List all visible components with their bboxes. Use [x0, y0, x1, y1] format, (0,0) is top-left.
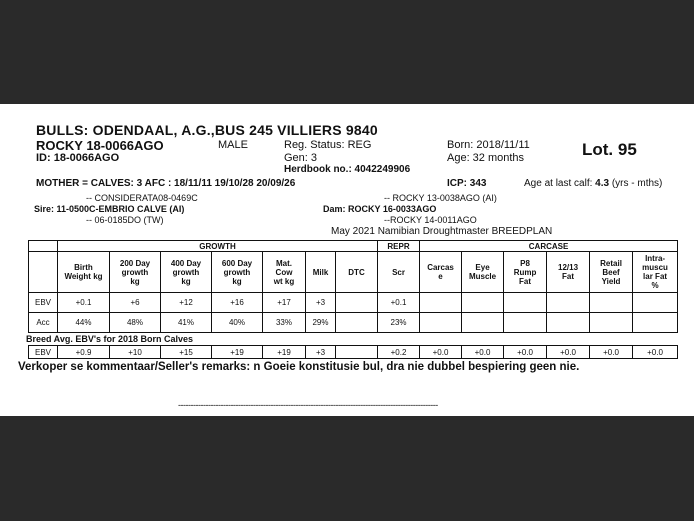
age-last-calf-label: Age at last calf:: [524, 178, 596, 189]
herdbook-number: Herdbook no.: 4042249906: [284, 164, 411, 175]
sire-dam: -- 06-0185DO (TW): [86, 215, 164, 225]
cell: +0.2: [378, 346, 420, 359]
animal-sex: MALE: [218, 139, 248, 151]
seller-title: BULLS: ODENDAAL, A.G.,BUS 245 VILLIERS 9840: [36, 122, 378, 138]
row-label: EBV: [29, 293, 58, 313]
cell: [420, 313, 462, 333]
col-eye-muscle: Eye Muscle: [462, 252, 504, 293]
dam-sire: -- ROCKY 13-0038AGO (AI): [384, 193, 497, 203]
cell: [462, 293, 504, 313]
dam-dam: --ROCKY 14-0011AGO: [384, 215, 477, 225]
cell: [504, 293, 547, 313]
lot-card: [0, 104, 694, 416]
cell: +0.9: [58, 346, 110, 359]
seller-remarks: Verkoper se kommentaar/Seller's remarks: n Goeie konstitusie bul, dra nie dubbel bespiering geen nie.: [18, 361, 580, 373]
cell: 40%: [212, 313, 263, 333]
cell: [590, 293, 633, 313]
breed-avg-table: [28, 345, 678, 359]
col-dtc: DTC: [336, 252, 378, 293]
col-intramuscular-fat: Intra-muscu lar Fat %: [633, 252, 678, 293]
cell: 29%: [306, 313, 336, 333]
cell: +12: [161, 293, 212, 313]
cell: 44%: [58, 313, 110, 333]
cell: [336, 313, 378, 333]
cell: [547, 293, 590, 313]
table-row: [29, 293, 678, 313]
animal-name: ROCKY 18-0066AGO: [36, 138, 164, 153]
breedplan-label: May 2021 Namibian Droughtmaster BREEDPLAN: [331, 226, 553, 237]
cell: +0.0: [590, 346, 633, 359]
col-400-day: 400 Day growth kg: [161, 252, 212, 293]
mother-calves: MOTHER = CALVES: 3 AFC : 18/11/11 19/10/28 20/09/26: [36, 178, 296, 189]
col-12-13-fat: 12/13 Fat: [547, 252, 590, 293]
sire-sire: -- CONSIDERATA08-0469C: [86, 193, 198, 203]
born-date: Born: 2018/11/11: [447, 139, 530, 151]
cell: +10: [110, 346, 161, 359]
age-last-calf-unit: (yrs - mths): [609, 178, 663, 189]
group-repr: REPR: [378, 241, 420, 252]
cell: +16: [212, 293, 263, 313]
cell: +0.0: [547, 346, 590, 359]
animal-id: ID: 18-0066AGO: [36, 152, 120, 164]
age-last-calf-value: 4.3: [595, 178, 610, 189]
row-label: Acc: [29, 313, 58, 333]
col-milk: Milk: [306, 252, 336, 293]
sire: Sire: 11-0500C-EMBRIO CALVE (AI): [34, 204, 185, 214]
row-label: EBV: [29, 346, 58, 359]
col-mat-cow-wt: Mat. Cow wt kg: [263, 252, 306, 293]
table-row: [29, 313, 678, 333]
cell: 48%: [110, 313, 161, 333]
group-carcase: CARCASE: [420, 241, 678, 252]
cell: +19: [212, 346, 263, 359]
cell: [633, 313, 678, 333]
cell: [420, 293, 462, 313]
cell: +0.0: [633, 346, 678, 359]
cell: +0.0: [504, 346, 547, 359]
row-label-header: [29, 252, 58, 293]
breed-avg-title: Breed Avg. EBV's for 2018 Born Calves: [26, 334, 194, 344]
cell: +17: [263, 293, 306, 313]
ebv-table: [28, 240, 678, 333]
cell: 33%: [263, 313, 306, 333]
lot-number: Lot. 95: [582, 140, 637, 159]
cell: +3: [306, 293, 336, 313]
generation: Gen: 3: [284, 152, 318, 164]
cell: +0.0: [420, 346, 462, 359]
cell: [590, 313, 633, 333]
col-200-day: 200 Day growth kg: [110, 252, 161, 293]
col-600-day: 600 Day growth kg: [212, 252, 263, 293]
cell: [336, 346, 378, 359]
age-last-calf: [524, 178, 662, 189]
corner-cell: [29, 241, 58, 252]
dam: Dam: ROCKY 16-0033AGO: [323, 204, 437, 214]
cell: [462, 313, 504, 333]
age: Age: 32 months: [447, 152, 525, 164]
cell: +3: [306, 346, 336, 359]
cell: [547, 313, 590, 333]
cell: [504, 313, 547, 333]
cell: +15: [161, 346, 212, 359]
cell: +6: [110, 293, 161, 313]
cell: 41%: [161, 313, 212, 333]
cell: +19: [263, 346, 306, 359]
col-retail-beef-yield: Retail Beef Yield: [590, 252, 633, 293]
icp: ICP: 343: [447, 178, 487, 189]
reg-status: Reg. Status: REG: [284, 139, 372, 151]
col-birth-weight: Birth Weight kg: [58, 252, 110, 293]
cell: [336, 293, 378, 313]
divider-dashes: --------------------------------------------------------------------------------------------------------: [178, 400, 438, 410]
cell: +0.1: [378, 293, 420, 313]
cell: [633, 293, 678, 313]
col-scr: Scr: [378, 252, 420, 293]
cell: +0.1: [58, 293, 110, 313]
cell: 23%: [378, 313, 420, 333]
col-carcase: Carcas e: [420, 252, 462, 293]
cell: +0.0: [462, 346, 504, 359]
col-p8-rump-fat: P8 Rump Fat: [504, 252, 547, 293]
group-growth: GROWTH: [58, 241, 378, 252]
table-row: [29, 346, 678, 359]
